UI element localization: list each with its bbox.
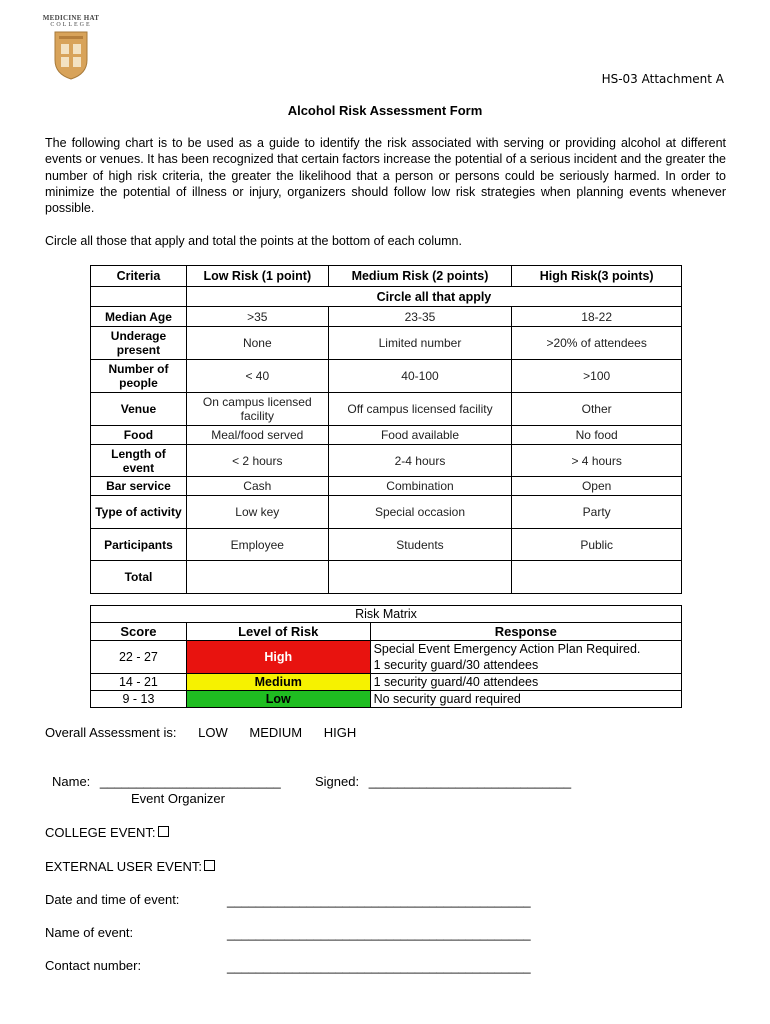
cell-low[interactable]: Employee xyxy=(186,529,328,561)
logo-line1: MEDICINE HAT xyxy=(42,14,100,22)
cell-high[interactable]: > 4 hours xyxy=(512,445,682,477)
table-row xyxy=(91,477,682,496)
row-criteria: Underage present xyxy=(91,327,187,360)
cell-low[interactable]: On campus licensed facility xyxy=(186,393,328,426)
cell-high[interactable]: Other xyxy=(512,393,682,426)
name-field[interactable]: _________________________ xyxy=(99,774,281,789)
college-event-label: COLLEGE EVENT: xyxy=(45,825,156,840)
table-row xyxy=(91,360,682,393)
header-response: Response xyxy=(370,623,681,641)
level-low: Low xyxy=(186,691,370,708)
overall-assessment xyxy=(45,725,374,740)
matrix-row xyxy=(91,641,682,674)
row-criteria: Number of people xyxy=(91,360,187,393)
header-high: High Risk(3 points) xyxy=(512,266,682,287)
header-low: Low Risk (1 point) xyxy=(186,266,328,287)
header-score: Score xyxy=(91,623,187,641)
cell-medium[interactable]: 40-100 xyxy=(328,360,512,393)
cell-medium[interactable]: Students xyxy=(328,529,512,561)
row-criteria: Bar service xyxy=(91,477,187,496)
cell-low[interactable]: Low key xyxy=(186,496,328,529)
score-cell: 9 - 13 xyxy=(91,691,187,708)
date-time-label: Date and time of event: xyxy=(45,892,180,907)
table-row xyxy=(91,307,682,327)
cell-high[interactable]: Open xyxy=(512,477,682,496)
event-name-label: Name of event: xyxy=(45,925,134,940)
logo-line2: COLLEGE xyxy=(50,22,92,28)
table-row xyxy=(91,445,682,477)
row-criteria: Type of activity xyxy=(91,496,187,529)
row-criteria: Venue xyxy=(91,393,187,426)
cell-low[interactable]: >35 xyxy=(186,307,328,327)
header-criteria: Criteria xyxy=(91,266,187,287)
option-medium[interactable]: MEDIUM xyxy=(249,725,303,740)
event-name-field[interactable]: __________________________________________ xyxy=(227,926,531,941)
total-label: Total xyxy=(91,561,187,594)
response-cell xyxy=(370,641,681,674)
college-logo xyxy=(40,14,102,80)
instruction-text: Circle all those that apply and total the points at the bottom of each column. xyxy=(45,234,462,248)
contact-number-label: Contact number: xyxy=(45,958,142,973)
response-cell: No security guard required xyxy=(370,691,681,708)
cell-medium[interactable]: Off campus licensed facility xyxy=(328,393,512,426)
matrix-row xyxy=(91,674,682,691)
cell-high[interactable]: 18-22 xyxy=(512,307,682,327)
row-criteria: Median Age xyxy=(91,307,187,327)
total-high-input[interactable] xyxy=(512,561,682,594)
cell-high[interactable]: Party xyxy=(512,496,682,529)
cell-high[interactable]: No food xyxy=(512,426,682,445)
cell-high[interactable]: >20% of attendees xyxy=(512,327,682,360)
matrix-row xyxy=(91,691,682,708)
level-high: High xyxy=(186,641,370,674)
external-event-checkbox[interactable] xyxy=(204,860,215,871)
row-criteria: Participants xyxy=(91,529,187,561)
header-level: Level of Risk xyxy=(186,623,370,641)
criteria-table xyxy=(90,265,682,594)
cell-high[interactable]: Public xyxy=(512,529,682,561)
document-reference: HS-03 Attachment A xyxy=(601,72,724,86)
response-line: Special Event Emergency Action Plan Required. xyxy=(373,642,641,656)
form-title: Alcohol Risk Assessment Form xyxy=(287,103,483,118)
table-row xyxy=(91,426,682,445)
response-cell: 1 security guard/40 attendees xyxy=(370,674,681,691)
cell-low[interactable]: Meal/food served xyxy=(186,426,328,445)
date-time-field[interactable]: __________________________________________ xyxy=(227,893,531,908)
cell-high[interactable]: >100 xyxy=(512,360,682,393)
shield-icon xyxy=(53,30,89,80)
college-event-checkbox[interactable] xyxy=(158,826,169,837)
external-event-line xyxy=(45,859,215,874)
option-high[interactable]: HIGH xyxy=(323,725,357,740)
row-criteria: Length of event xyxy=(91,445,187,477)
score-cell: 22 - 27 xyxy=(91,641,187,674)
overall-label: Overall Assessment is: xyxy=(45,725,177,740)
signature-field[interactable]: ____________________________ xyxy=(368,774,572,789)
table-row xyxy=(91,393,682,426)
risk-matrix-table xyxy=(90,605,682,708)
signed-label: Signed: xyxy=(315,774,360,789)
table-row xyxy=(91,529,682,561)
table-row xyxy=(91,496,682,529)
subheader-row xyxy=(91,287,682,307)
header-medium: Medium Risk (2 points) xyxy=(328,266,512,287)
name-line xyxy=(52,774,281,789)
option-low[interactable]: LOW xyxy=(198,725,228,740)
total-medium-input[interactable] xyxy=(328,561,512,594)
subheader-circle: Circle all that apply xyxy=(186,287,681,307)
signed-line xyxy=(315,774,571,789)
row-criteria: Food xyxy=(91,426,187,445)
contact-number-field[interactable]: __________________________________________ xyxy=(227,959,531,974)
cell-medium[interactable]: Food available xyxy=(328,426,512,445)
cell-low[interactable]: < 40 xyxy=(186,360,328,393)
cell-low[interactable]: < 2 hours xyxy=(186,445,328,477)
risk-matrix-caption: Risk Matrix xyxy=(91,606,682,623)
cell-medium[interactable]: Limited number xyxy=(328,327,512,360)
level-medium: Medium xyxy=(186,674,370,691)
cell-medium[interactable]: 2-4 hours xyxy=(328,445,512,477)
cell-medium[interactable]: 23-35 xyxy=(328,307,512,327)
external-event-label: EXTERNAL USER EVENT: xyxy=(45,859,203,874)
criteria-header-row xyxy=(91,266,682,287)
total-row xyxy=(91,561,682,594)
response-line: 1 security guard/30 attendees xyxy=(373,658,539,672)
intro-paragraph: The following chart is to be used as a guide to identify the risk associated with serving or providing alcohol at different events or venues. It has been recognized that certain factors increase the potential of a serious incident and the greater the number of high risk criteria, the greater the likelihood that a person or persons could be seriously harmed. In order to minimize the potential of illness or injury, organizers should follow low risk strategies when planning events whenever possible. xyxy=(45,136,726,216)
cell-low[interactable]: None xyxy=(186,327,328,360)
college-event-line xyxy=(45,825,169,840)
score-cell: 14 - 21 xyxy=(91,674,187,691)
event-organizer-label: Event Organizer xyxy=(131,791,225,806)
cell-low[interactable]: Cash xyxy=(186,477,328,496)
cell-medium[interactable]: Combination xyxy=(328,477,512,496)
name-label: Name: xyxy=(52,774,91,789)
cell-medium[interactable]: Special occasion xyxy=(328,496,512,529)
table-row xyxy=(91,327,682,360)
total-low-input[interactable] xyxy=(186,561,328,594)
